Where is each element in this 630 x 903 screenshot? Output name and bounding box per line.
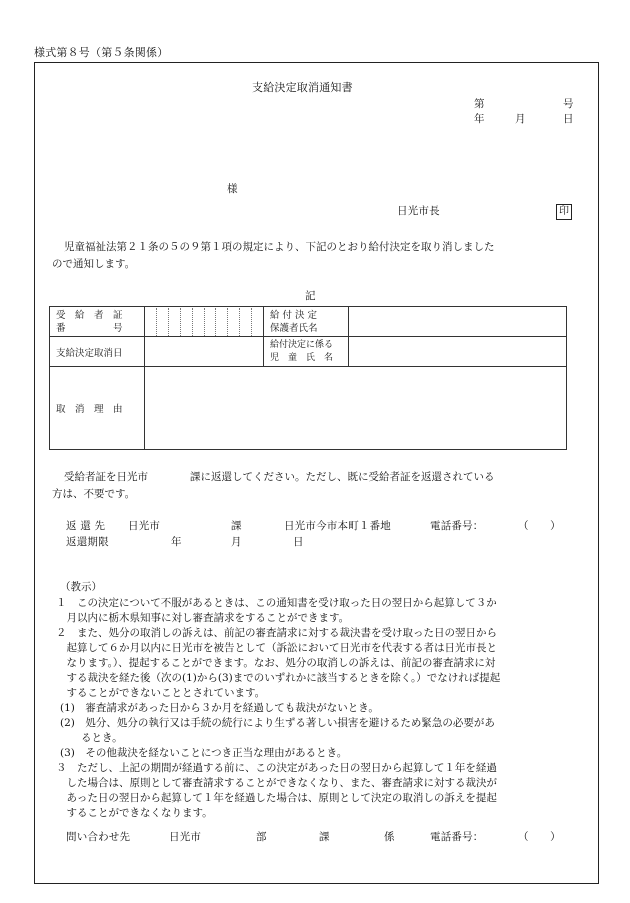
- return-deadline-month: 月: [231, 536, 242, 548]
- notice-3c: あった日の翌日から起算して１年を経過した場合は、原則として決定の取消しの訴えを提起: [56, 792, 497, 804]
- date-year: 年: [474, 113, 485, 125]
- notice-heading: （教示）: [60, 581, 102, 593]
- contact-label: 問い合わせ先: [66, 831, 131, 843]
- intro-line-1: 児童福祉法第２１条の５の９第１項の規定により、下記のとおり給付決定を取り消しました: [64, 241, 495, 253]
- date-month: 月: [515, 113, 526, 125]
- reason-label: 取 消 理 由: [50, 367, 145, 450]
- child-label-b: 児 童 氏 名: [270, 352, 334, 363]
- notice-sub-2a: (2) 処分、処分の執行又は手続の続行により生ずる著しい損害を避けるため緊急の必要があ: [60, 717, 495, 729]
- guardian-label-b: 保護者氏名: [270, 322, 318, 334]
- contact-bu: 部: [256, 831, 267, 843]
- return-dest-city: 日光市: [128, 520, 161, 532]
- recipient-cert-number-boxes[interactable]: [145, 308, 263, 336]
- notice-sub-2b: るとき。: [60, 732, 123, 744]
- recipient-cert-label-a: 受 給 者 証: [56, 309, 123, 321]
- reason-cell[interactable]: [145, 367, 567, 450]
- contact-city: 日光市: [169, 831, 202, 843]
- ki-label: 記: [305, 290, 316, 302]
- return-line-2: 方は、不要です。: [52, 488, 136, 500]
- notice-1b: 月以内に栃木県知事に対し審査請求をすることができます。: [56, 612, 350, 624]
- number-prefix: 第: [474, 98, 485, 110]
- seal-mark: 印: [556, 204, 572, 220]
- return-deadline-year: 年: [171, 536, 182, 548]
- return-deadline-label: 返還期限: [66, 536, 109, 548]
- cancel-date-cell[interactable]: [145, 337, 264, 367]
- addressee-suffix: 様: [227, 183, 238, 195]
- contact-paren: （ ）: [518, 831, 561, 843]
- document-title: 支給決定取消通知書: [252, 81, 353, 94]
- guardian-label-a: 給 付 決 定: [270, 309, 318, 321]
- guardian-name-cell[interactable]: [349, 307, 567, 337]
- return-dest-address: 日光市今市本町１番地: [284, 520, 391, 532]
- notice-2d: する裁決を経た後（次の(1)から(3)までのいずれかに該当するときを除く。）でなければ提起: [56, 672, 501, 684]
- notice-3b: した場合は、原則として審査請求することができなくなり、また、審査請求に対する裁決が: [56, 777, 497, 789]
- intro-line-2: ので通知します。: [52, 258, 136, 270]
- notice-3a: ３ ただし、上記の期間が経過する前に、この決定があった日の翌日から起算して１年を経過: [56, 762, 497, 774]
- return-dest-ka: 課: [231, 520, 242, 532]
- return-dest-paren: （ ）: [518, 520, 561, 532]
- notice-2b: 起算して６か月以内に日光市を被告として（訴訟において日光市を代表する者は日光市長と: [56, 642, 497, 654]
- notice-2c: なります。）、提起することができます。なお、処分の取消しの訴えは、前記の審査請求に対: [56, 657, 496, 669]
- return-dest-label: 返 還 先: [66, 520, 106, 532]
- contact-tel: 電話番号：: [430, 831, 484, 843]
- notice-sub-3: (3) その他裁決を経ないことにつき正当な理由があるとき。: [60, 747, 348, 759]
- cancel-date-label: 支給決定取消日: [50, 337, 145, 367]
- return-dest-tel: 電話番号：: [430, 520, 484, 532]
- form-label: 様式第８号（第５条関係）: [34, 46, 169, 59]
- child-label-a: 給付決定に係る: [270, 339, 334, 350]
- contact-kakari: 係: [384, 831, 395, 843]
- notice-sub-1: (1) 審査請求があった日から３か月を経過しても裁決がないとき。: [60, 702, 379, 714]
- return-deadline-day: 日: [293, 536, 304, 548]
- record-table: [49, 306, 567, 450]
- child-name-cell[interactable]: [349, 337, 567, 367]
- notice-2a: ２ また、処分の取消しの訴えは、前記の審査請求に対する裁決書を受け取った日の翌日から: [56, 627, 497, 639]
- return-line-1: 受給者証を日光市 課に返還してください。ただし、既に受給者証を返還されている: [64, 471, 495, 483]
- notice-3d: することができなくなります。: [56, 807, 213, 819]
- recipient-cert-label-b: 番 号: [56, 322, 123, 334]
- contact-ka: 課: [319, 831, 330, 843]
- date-day: 日: [563, 113, 574, 125]
- issuer: 日光市長: [397, 205, 440, 217]
- notice-1a: １ この決定について不服があるときは、この通知書を受け取った日の翌日から起算して３か: [56, 597, 497, 609]
- number-suffix: 号: [563, 98, 574, 110]
- notice-2e: することができないこととされています。: [56, 687, 266, 699]
